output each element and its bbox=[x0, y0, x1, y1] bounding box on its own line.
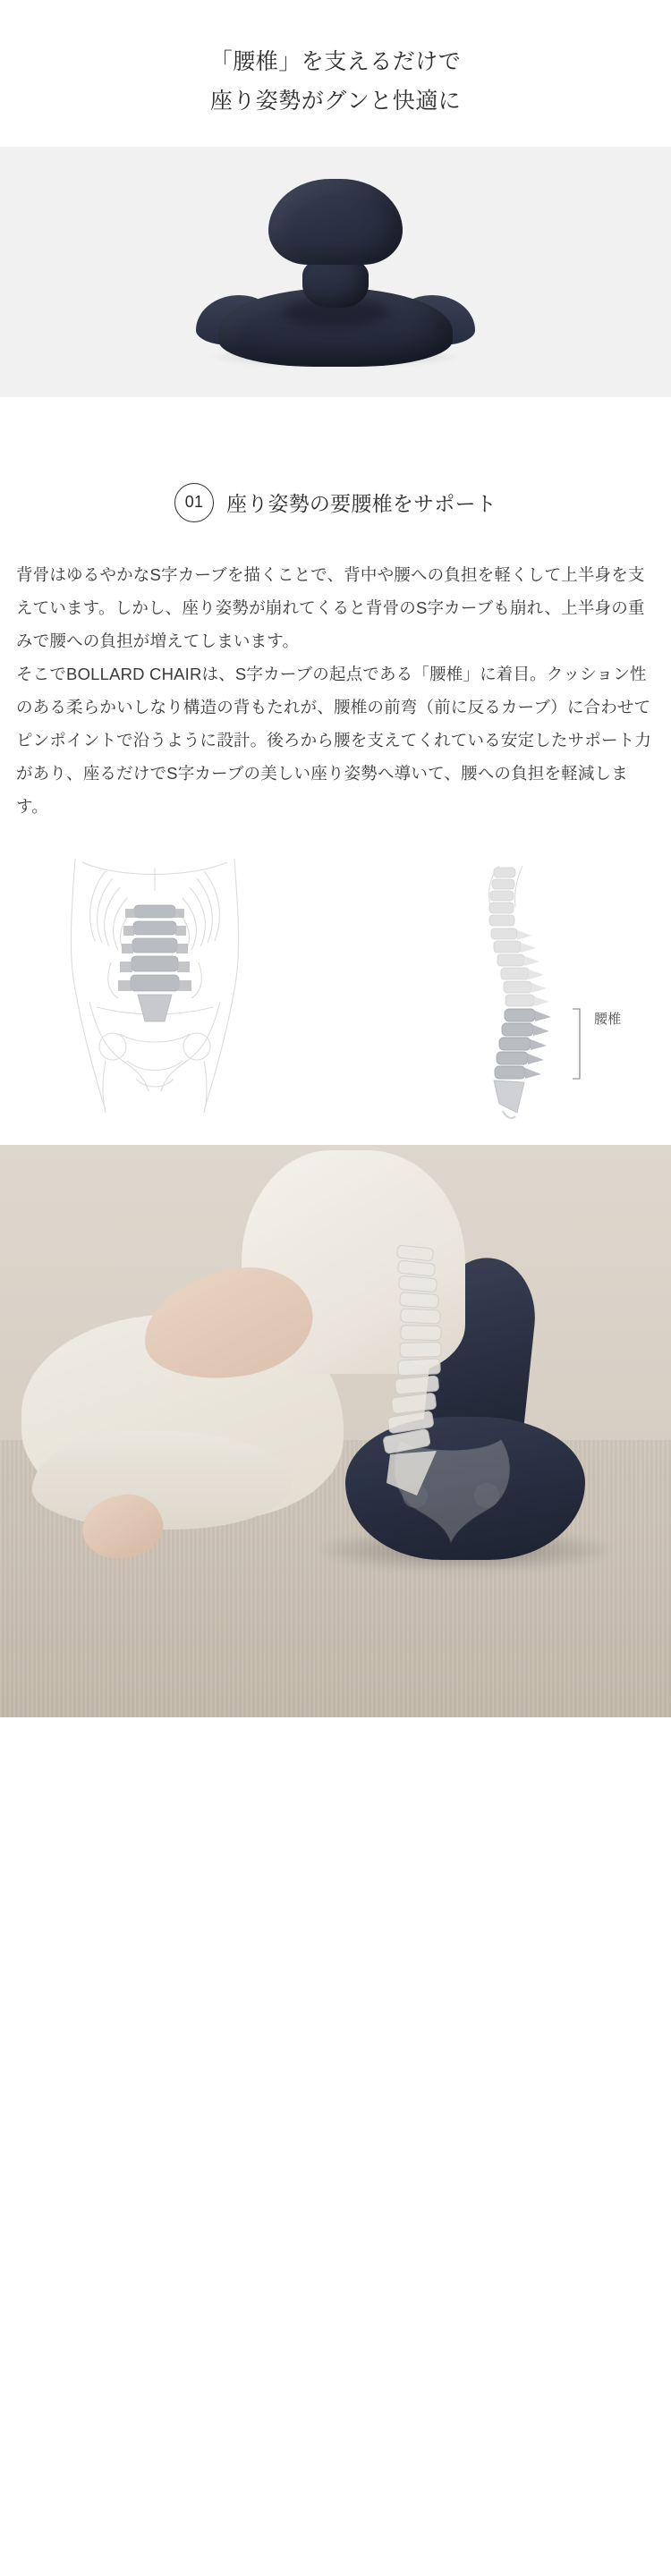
pelvis-overlay-illustration bbox=[385, 1429, 519, 1550]
lumbar-highlight-front bbox=[131, 905, 179, 991]
product-chair-illustration bbox=[183, 174, 488, 379]
hero-stage bbox=[0, 147, 671, 397]
lumbar-label: 腰椎 bbox=[594, 1011, 622, 1027]
section-number-badge: 01 bbox=[174, 483, 214, 522]
headline-line-1: 「腰椎」を支えるだけで bbox=[209, 49, 462, 74]
body-paragraph-2: そこでBOLLARD CHAIRは、S字カーブの起点である「腰椎」に着目。クッション性のある柔らかいしなり構造の背もたれが、腰椎の前弯（前に反るカーブ）に合わせてピンポイントで沿うように設計。後ろから腰を支えてくれている安定したサポート力があり、座るだけでS字カーブの美しい座り姿勢へ導いて、腰への負担を軽減します。 bbox=[16, 664, 652, 816]
lumbar-highlight-side bbox=[495, 1009, 535, 1079]
anatomy-diagram-group bbox=[0, 855, 671, 1123]
person-shin bbox=[32, 1431, 292, 1530]
hero-product-image bbox=[0, 147, 671, 397]
headline-line-2: 座り姿勢がグンと快適に bbox=[209, 88, 462, 114]
body-paragraph-1: 背骨はゆるやかなS字カーブを描くことで、背中や腰への負担を軽くして上半身を支えています。しかし、座り姿勢が崩れてくると背骨のS字カーブも崩れ、上半身の重みで腰への負担が増えてしまいます。 bbox=[16, 564, 645, 650]
lumbar-bracket bbox=[573, 1009, 580, 1079]
lifestyle-photo bbox=[0, 1145, 671, 1717]
anatomy-side-view bbox=[447, 860, 599, 1120]
section-heading bbox=[0, 397, 671, 558]
page-headline bbox=[0, 0, 671, 147]
anatomy-front-view bbox=[20, 855, 288, 1114]
chair-backrest bbox=[268, 179, 403, 265]
section-body-copy bbox=[0, 558, 671, 823]
section-title: 座り姿勢の要腰椎をサポート bbox=[226, 492, 497, 515]
